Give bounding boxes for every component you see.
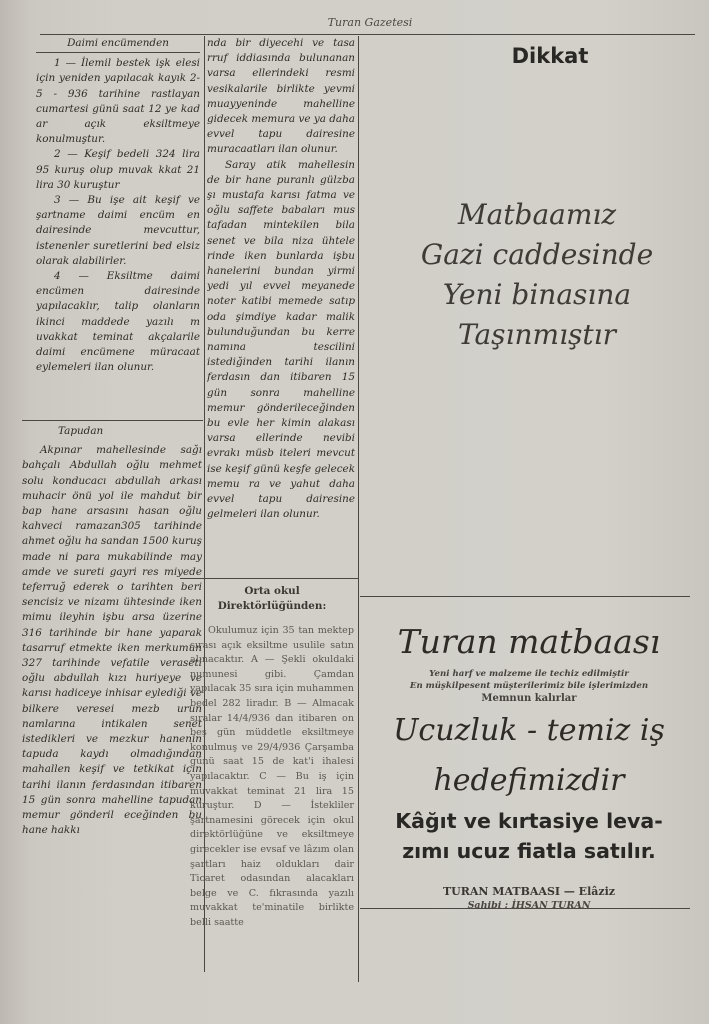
ad2-publisher: TURAN MATBAASI — Elâziz <box>442 885 616 898</box>
ad1-line-3: Yeni binasına <box>442 278 632 311</box>
ad2-small-2: En müşkilpesent müşterilerimiz bile işlerimizden <box>409 681 649 691</box>
ad1-line-4: Taşınmıştır <box>457 318 617 351</box>
ad1-line-1: Matbaamız <box>457 198 617 231</box>
ad2-big-2: hedefimizdir <box>433 763 625 798</box>
col1-item-3: 3 — Bu işe ait keşif ve şartname daimi encüm en dairesinde mevcuttur, istenenler suretlerini bed elsiz olarak alabilirler. <box>36 194 200 267</box>
ad2-small-3: Memnun kalırlar <box>481 693 577 704</box>
col3-text: Okulumuz için 35 tan mektep sırası açık eksiltme usulile satın alınacaktır. A — Şekli okuldaki numunesi gibi. Çamdan yapılacak 35 sıra için muhammen bedel 282 liradır. B — Almacak sıralar 14/4/936 dan itibaren on beş gün müddetle eksiltmeye konulmuş ve 29/4/936 Çarşamba günü saat 15 de kat'i ihalesi yapılacaktır. C — Bu iş için muvakkat teminat 21 lira 15 kuruştur. D — İstekliler şartnamesini görecek için okul direktörlüğüne ve eksiltmeye girecekler ise evsaf ve lâzım olan şartları haiz oldukları dair Ticaret odasından alacakları belge ve C. fıkrasında yazılı muvakkat te'minatile birlikte belli saatte <box>190 625 354 928</box>
ad2-turan-matbaasi <box>358 600 700 913</box>
col2-tapu-continued <box>207 36 355 576</box>
ad2-big-1: Ucuzluk - temiz iş <box>393 713 665 748</box>
top-rule <box>40 34 695 35</box>
col3-title-2: Direktörlüğünden: <box>217 600 327 612</box>
col1-item-4: 4 — Eksiltme daimi encümen dairesinde yapılacaklır, talip olanların ikinci maddede yazılı m uvakkat teminat akçalarile daimi encümene müracaat eylemeleri ilan olunur. <box>36 270 200 374</box>
col1b-text: Akpınar mahellesinde sağı bahçalı Abdullah oğlu mehmet solu konducacı abdullah arkası muhacir önü yol ile mahdut bir bap hane arsasını hasan oğlu kahveci ramazan305 tarihinde ahmet oğlu ha sandan 1500 kuruş made ni para mukabilinde may amde ve sureti gayri res miyede teferruğ ederek o tarihten beri sencisiz ve nizamı ühtesinde iken mimu ileyhin işbu arsa üzerine 316 tarihinde bir hane yaparak tasarruf etmekte iken merkumun 327 tarihinde vefatile veraseti oğlu abdullah kızı huriyeye ve karısı hadiceye inhisar eylediği ve bilkere veresei mezb urun namlarına intikalen senet istedikleri ve mezkur hanenin tapuda kaydı olmadığından mahallen keşif ve tetkikat için tarihi ilanın ferdasından itibaren 15 gün sonra mahelline tapudan memur gönderil eceğinden bu hane hakkı <box>22 444 202 837</box>
ad-divider-rule <box>360 596 690 597</box>
ad2-small-1: Yeni harf ve malzeme ile techiz edilmiştir <box>429 669 629 679</box>
col2-paragraph-1: nda bir diyecehi ve tasa rruf iddiasında bulunanan varsa ellerindeki resmi vesikalarile birlikte yevmi muayyeninde mahelline gidecek memura ve ya daha evvel tapu dairesine muracaatları ilan olunur. <box>207 37 355 156</box>
col1-daimi-encumen <box>36 36 200 418</box>
col3-title-1: Orta okul <box>244 585 300 597</box>
ad2-sans-1: Kâğıt ve kırtasiye leva- <box>395 809 663 833</box>
col1-tapudan <box>22 424 202 984</box>
col2-bottom-rule <box>180 578 358 579</box>
col1b-title: Tapudan <box>58 425 104 437</box>
col1-item-2: 2 — Keşif bedeli 324 lira 95 kuruş olup muvak kkat 21 lira 30 kuruştur <box>36 148 200 191</box>
ad2-title: Turan matbaası <box>397 622 661 661</box>
ad1-heading: Dikkat <box>511 44 589 68</box>
ad2-owner: Sahibi : İHSAN TURAN <box>467 900 591 911</box>
col3-orta-okul <box>190 584 354 980</box>
col2-paragraph-2: Saray atik mahellesin de bir hane puranlı gülzba şı mustafa karısı fatma ve oğlu saffete babaları mus tafadan mintekilen bila senet ve bila niza ühtele rinde iken bunlarda işbu hanelerini bundan yirmi yedi yıl evvel meyanede noter katibi memede satıp oda şimdiye kadar malik bulunduğundan bu kerre namına tescilini istediğinden tarihi ilanın ferdasın dan itibaren 15 gün sonra mahelline memur gönderileceğinden bu evle her kimin alakası varsa ellerinde nevibi evrakı müsb iteleri mevcut ise keşif günü keşfe gelecek memu ra ve yahut daha evvel tapu dairesine gelmeleri ilan olunur. <box>207 158 355 521</box>
ad1-body <box>372 195 702 355</box>
col1-title: Daimi encümenden <box>36 36 200 53</box>
col1-section-rule <box>22 420 203 421</box>
ad2-sans-2: zımı ucuz fiatla satılır. <box>402 839 656 863</box>
newspaper-title: Turan Gazetesi <box>327 16 413 29</box>
col1-item-1: 1 — İlemil bestek işk elesi için yeniden yapılacak kayık 2-5 - 936 tarihine rastlayan cumartesi günü saat 12 ye kad ar açık eksiltmeye konulmuştur. <box>36 57 200 146</box>
ad1-line-2: Gazi caddesinde <box>420 238 654 271</box>
